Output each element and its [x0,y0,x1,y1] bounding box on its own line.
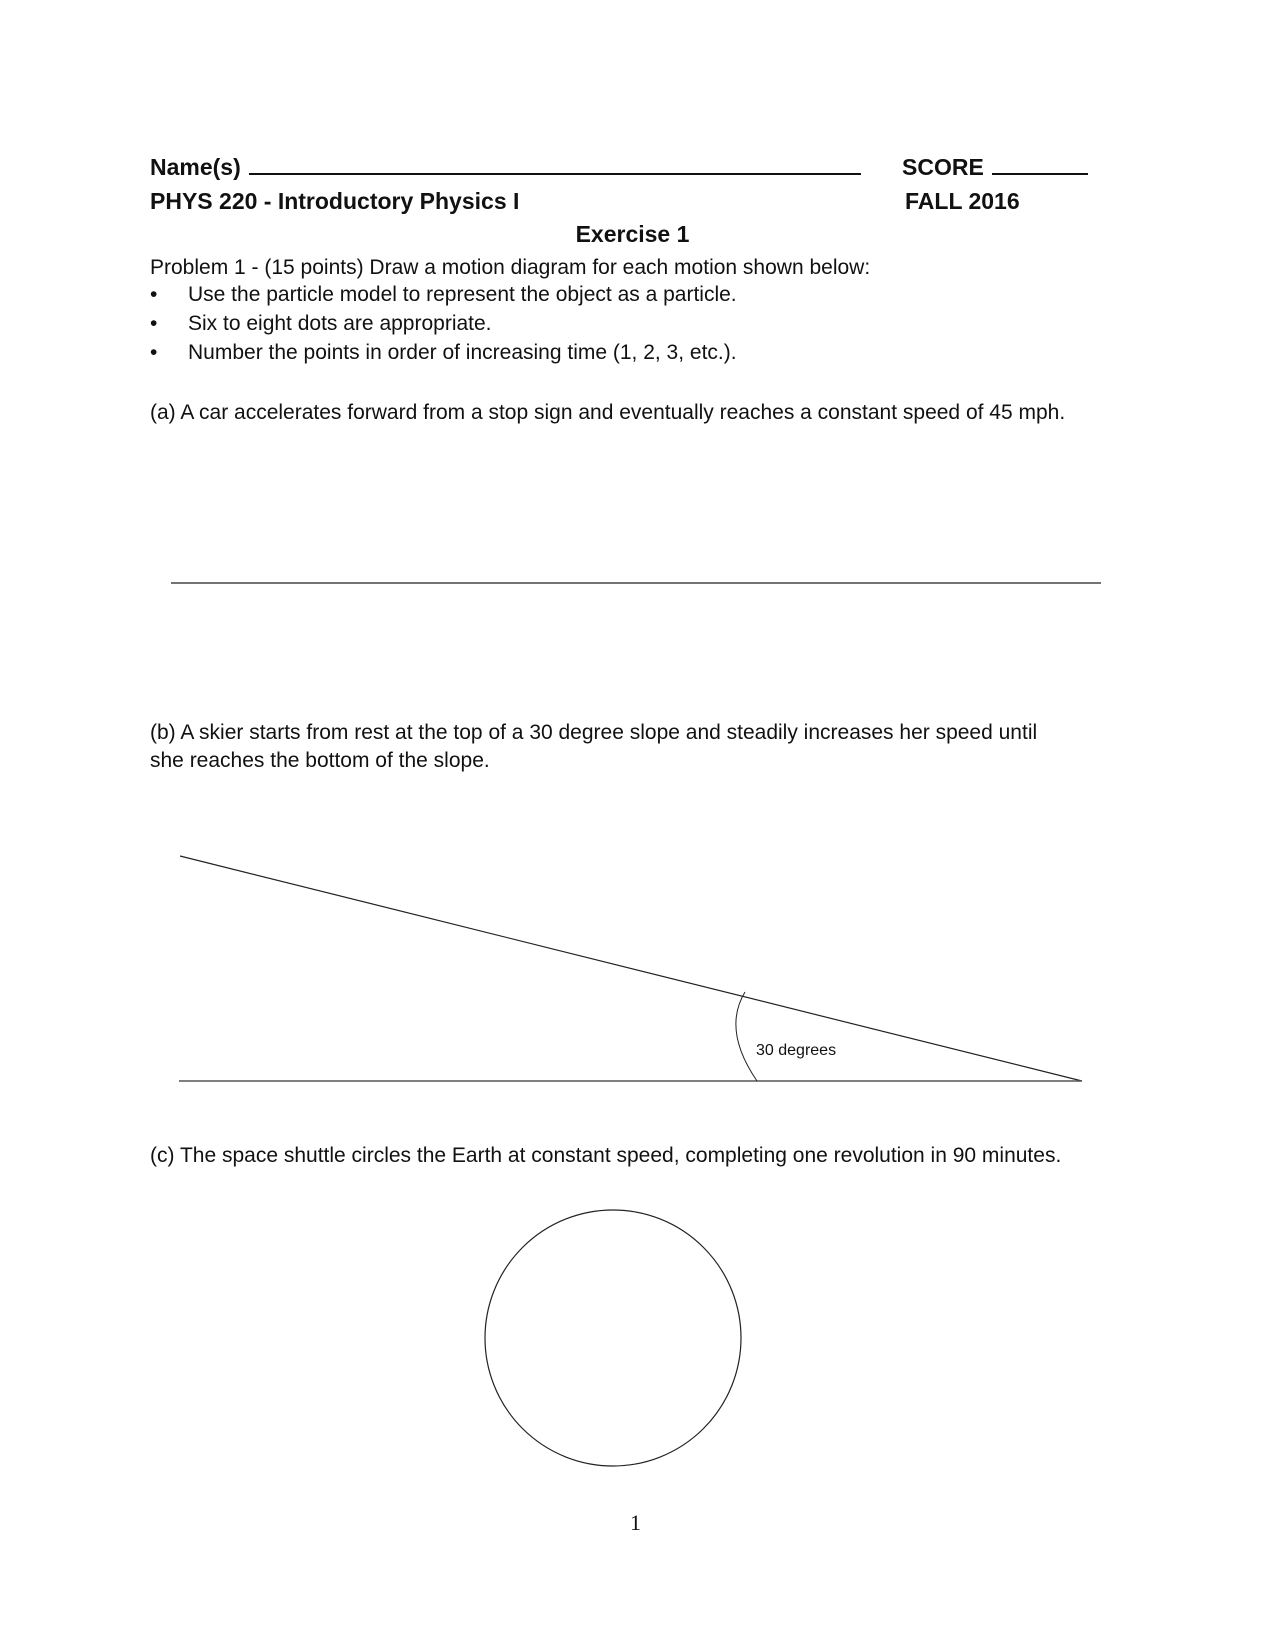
bullet-icon: • [150,312,158,335]
part-c-text: (c) The space shuttle circles the Earth at constant speed, completing one revolution in 90 minutes. [150,1144,1062,1167]
part-b-text-line2: she reaches the bottom of the slope. [150,749,490,772]
course-title: PHYS 220 - Introductory Physics I [150,188,520,214]
angle-arc [736,992,757,1081]
term: FALL 2016 [905,188,1020,214]
part-b-text-line1: (b) A skier starts from rest at the top of a 30 degree slope and steadily increases her speed until [150,721,1038,744]
name-label: Name(s) [150,154,241,180]
page-title: Exercise 1 [575,221,690,247]
bullet-icon: • [150,283,158,306]
slope-line [180,856,1082,1081]
page-number: 1 [630,1510,641,1535]
part-a-text: (a) A car accelerates forward from a stop sign and eventually reaches a constant speed of 45 mph. [150,401,1066,424]
angle-label: 30 degrees [756,1042,837,1059]
earth-orbit-circle [485,1210,741,1466]
score-label: SCORE [902,154,984,180]
bullet-icon: • [150,341,158,364]
problem-intro: Problem 1 - (15 points) Draw a motion diagram for each motion shown below: [150,256,871,279]
